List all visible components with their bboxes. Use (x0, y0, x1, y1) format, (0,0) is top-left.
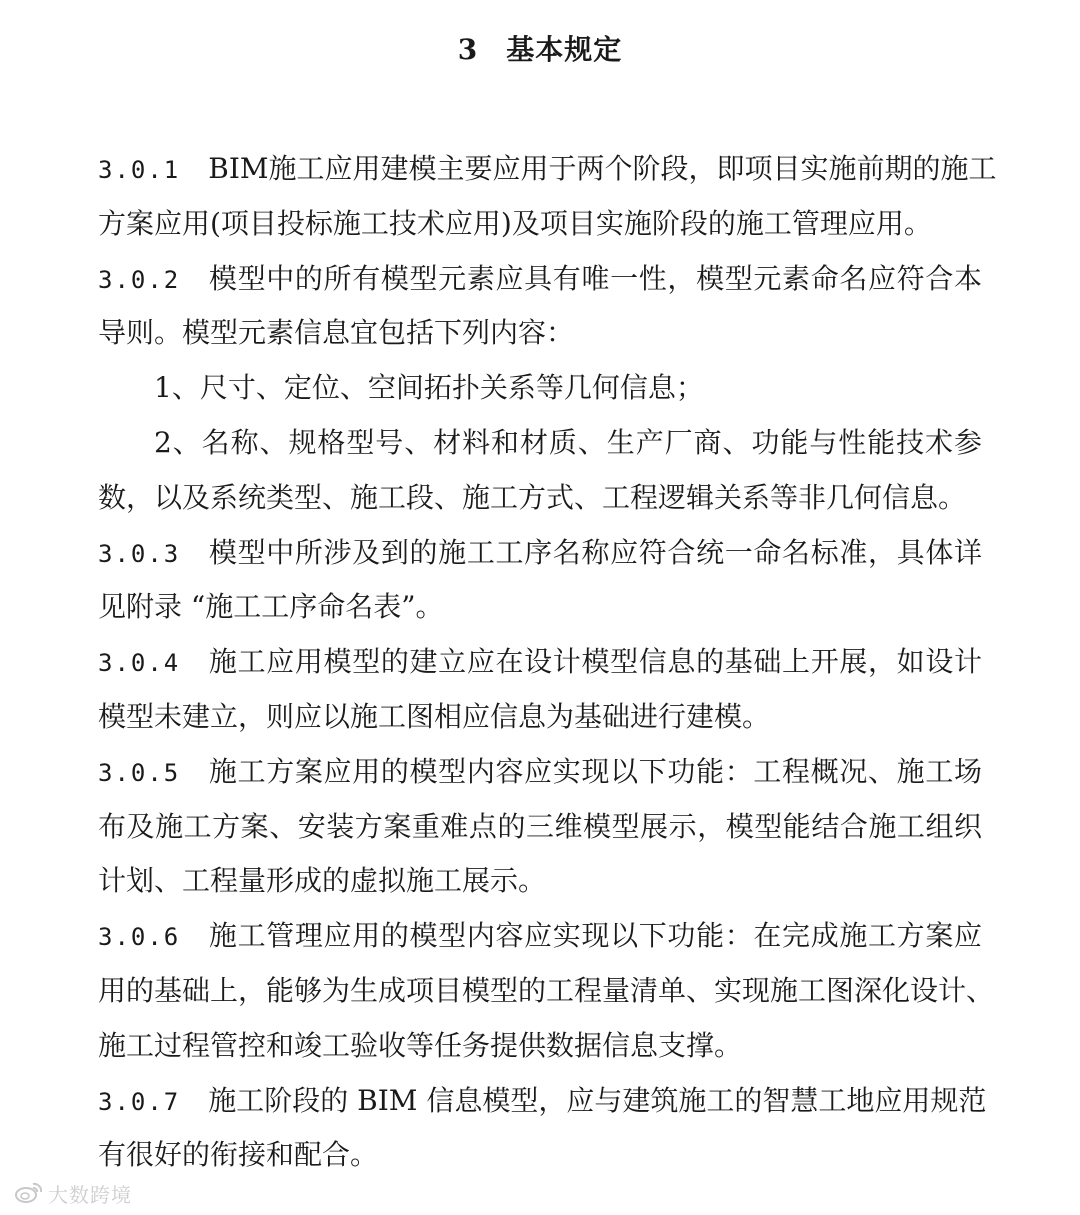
clause-3-0-3-line-1 (98, 526, 982, 581)
section-heading (0, 28, 1080, 68)
clause-text: 施工管理应用的模型内容应实现以下功能：在完成施工方案应 (208, 919, 982, 953)
weibo-logo-icon (14, 1181, 44, 1205)
section-title: 基本规定 (506, 33, 623, 66)
clause-3-0-5-line-3: 计划、工程量形成的虚拟施工展示。 (98, 864, 547, 898)
clause-3-0-4-line-2: 模型未建立，则应以施工图相应信息为基础进行建模。 (98, 699, 771, 733)
clause-number: 3.0.4 (98, 649, 181, 678)
clause-3-0-1-line-1 (98, 142, 997, 197)
clause-3-0-7-line-1 (98, 1074, 987, 1129)
clause-number: 3.0.3 (98, 539, 181, 568)
clause-3-0-6-line-2: 用的基础上，能够为生成项目模型的工程量清单、实现施工图深化设计、 (98, 973, 995, 1007)
clause-text: 施工应用模型的建立应在设计模型信息的基础上开展，如设计 (208, 645, 982, 679)
list-item-2-line-1: 2、名称、规格型号、材料和材质、生产厂商、功能与性能技术参 (154, 425, 982, 459)
clause-number: 3.0.7 (98, 1087, 181, 1116)
clause-number: 3.0.2 (98, 265, 181, 294)
clause-text: 施工方案应用的模型内容应实现以下功能：工程概况、施工场 (208, 754, 982, 788)
clause-text: BIM施工应用建模主要应用于两个阶段，即项目实施前期的施工 (208, 152, 997, 185)
list-item-1: 1、尺寸、定位、空间拓扑关系等几何信息； (154, 371, 704, 405)
list-item-2-line-2: 数，以及系统类型、施工段、施工方式、工程逻辑关系等非几何信息。 (98, 480, 967, 514)
watermark (14, 1180, 132, 1206)
clause-3-0-2-line-1 (98, 252, 982, 307)
clause-list (98, 142, 997, 1183)
clause-text: 模型中的所有模型元素应具有唯一性，模型元素命名应符合本 (208, 261, 982, 295)
clause-3-0-3-line-2: 见附录 “施工工序命名表”。 (98, 590, 444, 624)
clause-3-0-5-line-2: 布及施工方案、安装方案重难点的三维模型展示，模型能结合施工组织 (98, 809, 982, 843)
clause-number: 3.0.1 (98, 156, 181, 184)
clause-3-0-1-line-2: 方案应用(项目投标施工技术应用)及项目实施阶段的施工管理应用。 (98, 206, 932, 240)
clause-number: 3.0.5 (98, 758, 181, 787)
section-number: 3 (457, 33, 479, 66)
clause-3-0-4-line-1 (98, 635, 982, 690)
clause-text: 施工阶段的 BIM 信息模型，应与建筑施工的智慧工地应用规范 (208, 1083, 987, 1117)
clause-3-0-6-line-3: 施工过程管控和竣工验收等任务提供数据信息支撑。 (98, 1028, 743, 1062)
clause-3-0-2-line-2: 导则。模型元素信息宜包括下列内容： (98, 316, 575, 350)
clause-3-0-6-line-1 (98, 909, 982, 964)
clause-text: 模型中所涉及到的施工工序名称应符合统一命名标准，具体详 (208, 535, 982, 569)
watermark-text: 大数跨境 (48, 1182, 132, 1207)
clause-number: 3.0.6 (98, 923, 181, 952)
clause-3-0-5-line-1 (98, 745, 982, 800)
clause-3-0-7-line-2: 有很好的衔接和配合。 (98, 1138, 379, 1172)
